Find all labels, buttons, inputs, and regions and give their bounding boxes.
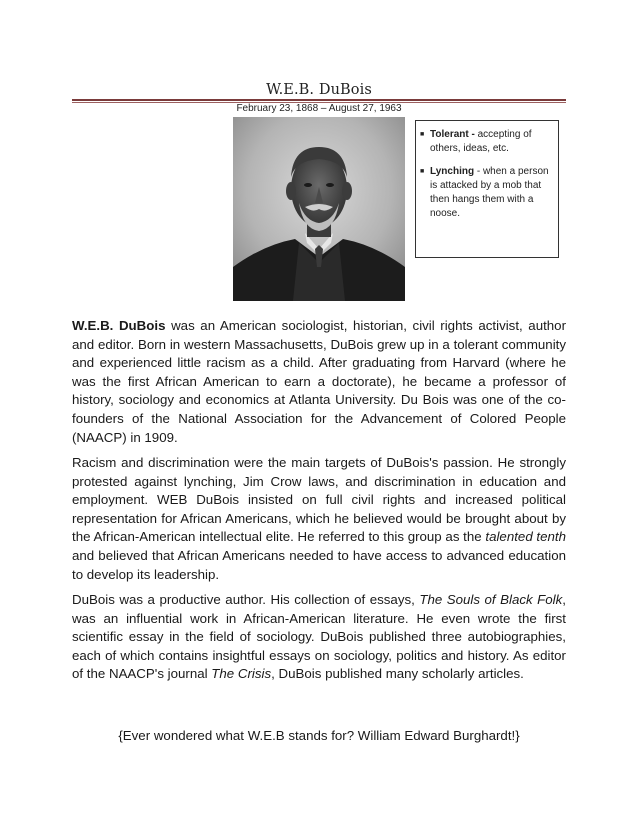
vocab-term: Tolerant - — [430, 129, 475, 140]
journal-title: The Crisis — [211, 666, 272, 682]
vocab-definition: accepting of others, ideas, etc. — [430, 129, 532, 154]
vocabulary-box — [415, 120, 559, 258]
life-dates: February 23, 1868 – August 27, 1963 — [236, 103, 402, 114]
vocab-item-tolerant — [420, 128, 550, 156]
book-title: The Souls of Black Folk — [419, 592, 563, 607]
paragraph-text: , was an influential work in African-American literature. He even wrote the first scientific essay in the field of sociology. DuBois published three autobiographies, each of which contains insightful essays on sociology, politics and history. As editor of the NAACP's journal — [72, 592, 566, 682]
square-bullet-icon: ■ — [420, 131, 425, 138]
paragraph-text: Racism and discrimination were the main targets of DuBois's passion. He strongly protested against lynching, Jim Crow laws, and discrimination in education and employment. WEB DuBois insisted on full civil rights and increased political representation for African Americans, which he believed would be brought about by the African-American intellectual elite. He referred to this group as the — [72, 455, 566, 545]
paragraph-text: and believed that African Americans needed to have access to advanced education to develop its leadership. — [72, 547, 566, 582]
paragraph-intro — [72, 317, 566, 447]
footer-note: {Ever wondered what W.E.B stands for? William Edward Burghardt!} — [118, 728, 520, 743]
paragraph-activism — [72, 454, 566, 584]
vocab-term: Lynching — [430, 166, 475, 177]
vocab-item-lynching — [420, 165, 550, 221]
paragraph-text: was an American sociologist, historian, civil rights activist, author and editor. Born in western Massachusetts, DuBois grew up in a tolerant community and experienced little racism as a child. After graduating from Harvard (where he was the first African American to earn a doctorate), he became a professor of history, sociology and economics at Atlanta University. Du Bois was one of the co-founders of the National Association for the Advancement of Colored People (NAACP) in 1909. — [72, 318, 566, 445]
vocab-definition: - when a person is attacked by a mob that then hangs them with a noose. — [430, 166, 549, 219]
subject-name: W.E.B. DuBois — [72, 318, 166, 333]
document-title: W.E.B. DuBois — [266, 82, 372, 98]
portrait-photo — [233, 117, 405, 301]
square-bullet-icon: ■ — [420, 168, 425, 175]
emphasis-text: talented tenth — [485, 529, 566, 545]
paragraph-author — [72, 591, 566, 684]
paragraph-text: , DuBois published many scholarly articles. — [271, 666, 524, 682]
paragraph-text: DuBois was a productive author. His collection of essays, — [72, 592, 420, 607]
title-rule — [72, 99, 566, 101]
